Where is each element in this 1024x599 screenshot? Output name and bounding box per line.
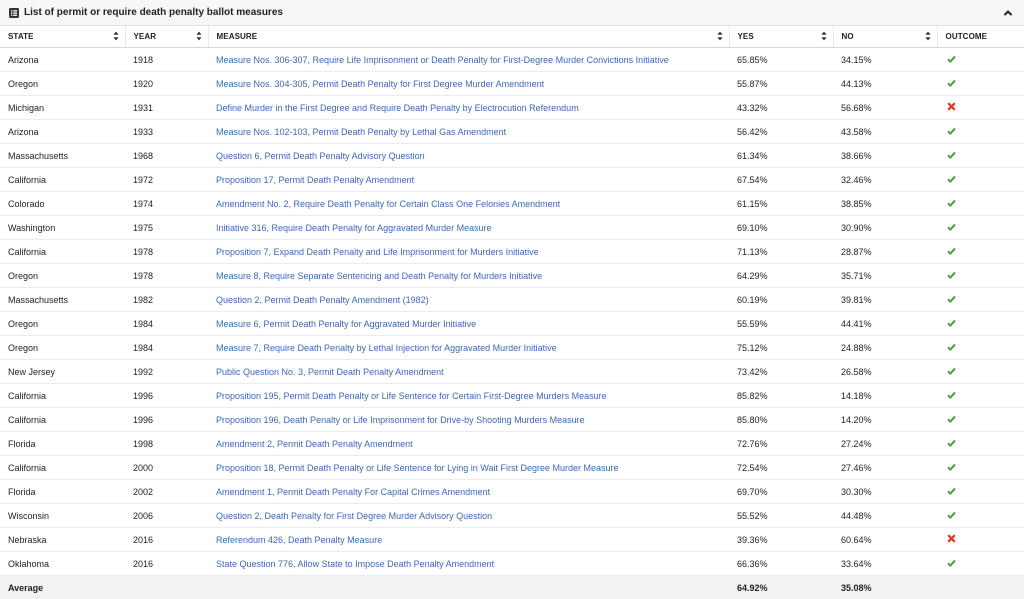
- cell-outcome: [937, 264, 1024, 288]
- cell-measure: [208, 480, 729, 504]
- cell-state: Michigan: [0, 96, 125, 120]
- cell-measure: [208, 288, 729, 312]
- column-header-state[interactable]: [0, 26, 125, 48]
- cell-no: 14.20%: [833, 408, 937, 432]
- cell-outcome: [937, 144, 1024, 168]
- cell-no: 27.46%: [833, 456, 937, 480]
- cell-no: 44.13%: [833, 72, 937, 96]
- cell-measure: [208, 264, 729, 288]
- cell-measure: [208, 384, 729, 408]
- cell-no: 38.85%: [833, 192, 937, 216]
- cell-outcome: [937, 432, 1024, 456]
- cell-no: 35.71%: [833, 264, 937, 288]
- column-header-label: STATE: [8, 32, 34, 41]
- column-header-yes[interactable]: [729, 26, 833, 48]
- cell-yes: 69.70%: [729, 480, 833, 504]
- cell-state: Oregon: [0, 264, 125, 288]
- checkmark-icon: [947, 511, 956, 521]
- cell-yes: 72.76%: [729, 432, 833, 456]
- measure-link[interactable]: Proposition 195, Permit Death Penalty or Life Sentence for Certain First-Degree Murders Measure: [216, 391, 607, 401]
- cell-outcome: [937, 336, 1024, 360]
- cell-year: 2016: [125, 528, 208, 552]
- table-row: [0, 552, 1024, 576]
- sort-icon[interactable]: [113, 31, 119, 41]
- cell-yes: 61.15%: [729, 192, 833, 216]
- cell-year: 1996: [125, 384, 208, 408]
- cell-measure: [208, 240, 729, 264]
- sort-icon[interactable]: [196, 31, 202, 41]
- measure-link[interactable]: Question 2, Death Penalty for First Degree Murder Advisory Question: [216, 511, 492, 521]
- cell-no: 39.81%: [833, 288, 937, 312]
- table-row: [0, 480, 1024, 504]
- measure-link[interactable]: Proposition 196, Death Penalty or Life Imprisonment for Drive-by Shooting Murders Measure: [216, 415, 585, 425]
- cell-measure: [208, 456, 729, 480]
- cell-state: California: [0, 456, 125, 480]
- column-header-year[interactable]: [125, 26, 208, 48]
- cell-measure: [208, 192, 729, 216]
- cell-year: 1975: [125, 216, 208, 240]
- sort-icon[interactable]: [717, 31, 723, 41]
- cell-yes: 55.52%: [729, 504, 833, 528]
- cell-measure: [208, 168, 729, 192]
- cell-measure: [208, 336, 729, 360]
- cell-yes: 66.36%: [729, 552, 833, 576]
- cell-state: Massachusetts: [0, 144, 125, 168]
- cell-yes: 55.87%: [729, 72, 833, 96]
- cell-outcome: [937, 456, 1024, 480]
- cell-measure: [208, 504, 729, 528]
- cell-state: California: [0, 408, 125, 432]
- cell-state: California: [0, 384, 125, 408]
- average-no: 35.08%: [833, 576, 937, 599]
- measure-link[interactable]: Measure Nos. 304-305, Permit Death Penalty for First Degree Murder Amendment: [216, 79, 544, 89]
- checkmark-icon: [947, 295, 956, 305]
- cell-no: 43.58%: [833, 120, 937, 144]
- checkmark-icon: [947, 559, 956, 569]
- table-row: [0, 264, 1024, 288]
- cell-outcome: [937, 96, 1024, 120]
- table-row: [0, 336, 1024, 360]
- cell-measure: [208, 96, 729, 120]
- table-row: [0, 192, 1024, 216]
- cell-year: 2000: [125, 456, 208, 480]
- cell-no: 34.15%: [833, 48, 937, 72]
- cell-state: Oklahoma: [0, 552, 125, 576]
- measure-link[interactable]: Measure Nos. 306-307, Require Life Imprisonment or Death Penalty for First-Degree Murder Convictions Initiative: [216, 55, 669, 65]
- cell-year: 1978: [125, 240, 208, 264]
- table-row: [0, 312, 1024, 336]
- cell-yes: 61.34%: [729, 144, 833, 168]
- cell-yes: 85.80%: [729, 408, 833, 432]
- cell-state: New Jersey: [0, 360, 125, 384]
- cell-measure: [208, 408, 729, 432]
- cell-yes: 65.85%: [729, 48, 833, 72]
- cell-outcome: [937, 240, 1024, 264]
- cell-year: 2006: [125, 504, 208, 528]
- cell-state: Washington: [0, 216, 125, 240]
- cell-outcome: [937, 192, 1024, 216]
- cell-year: 1998: [125, 432, 208, 456]
- column-header-label: MEASURE: [217, 32, 258, 41]
- cell-outcome: [937, 288, 1024, 312]
- measure-link[interactable]: Define Murder in the First Degree and Require Death Penalty by Electrocution Referendum: [216, 103, 579, 113]
- cell-state: Massachusetts: [0, 288, 125, 312]
- checkmark-icon: [947, 319, 956, 329]
- measure-link[interactable]: Public Question No. 3, Permit Death Penalty Amendment: [216, 367, 444, 377]
- cell-state: Oregon: [0, 72, 125, 96]
- cell-year: 1968: [125, 144, 208, 168]
- cell-outcome: [937, 480, 1024, 504]
- ballot-measures-table: [0, 26, 1024, 599]
- cell-no: 44.41%: [833, 312, 937, 336]
- column-header-measure[interactable]: [208, 26, 729, 48]
- table-row: [0, 360, 1024, 384]
- cell-measure: [208, 72, 729, 96]
- cell-no: 60.64%: [833, 528, 937, 552]
- table-header-row: [0, 26, 1024, 48]
- cell-measure: [208, 360, 729, 384]
- cell-state: Nebraska: [0, 528, 125, 552]
- cell-yes: 39.36%: [729, 528, 833, 552]
- table-row: [0, 432, 1024, 456]
- cell-year: 1931: [125, 96, 208, 120]
- x-mark-icon: [947, 103, 956, 113]
- cell-year: 1933: [125, 120, 208, 144]
- cell-outcome: [937, 168, 1024, 192]
- checkmark-icon: [947, 367, 956, 377]
- measure-link[interactable]: Measure 6, Permit Death Penalty for Aggravated Murder Initiative: [216, 319, 476, 329]
- measure-link[interactable]: Amendment 2, Permit Death Penalty Amendment: [216, 439, 413, 449]
- checkmark-icon: [947, 79, 956, 89]
- checkmark-icon: [947, 151, 956, 161]
- table-row: [0, 504, 1024, 528]
- measure-link[interactable]: Proposition 18, Permit Death Penalty or Life Sentence for Lying in Wait First Degree Murder Measure: [216, 463, 619, 473]
- table-row: [0, 72, 1024, 96]
- cell-year: 1918: [125, 48, 208, 72]
- table-row: [0, 408, 1024, 432]
- x-mark-icon: [947, 535, 956, 545]
- table-row: [0, 120, 1024, 144]
- cell-no: 56.68%: [833, 96, 937, 120]
- checkmark-icon: [947, 343, 956, 353]
- column-header-label: YES: [738, 32, 754, 41]
- cell-year: 1972: [125, 168, 208, 192]
- cell-state: Oregon: [0, 336, 125, 360]
- cell-state: Arizona: [0, 120, 125, 144]
- cell-yes: 67.54%: [729, 168, 833, 192]
- checkmark-icon: [947, 439, 956, 449]
- cell-state: Colorado: [0, 192, 125, 216]
- cell-year: 1978: [125, 264, 208, 288]
- cell-yes: 60.19%: [729, 288, 833, 312]
- list-icon: [9, 8, 19, 18]
- cell-no: 33.64%: [833, 552, 937, 576]
- cell-measure: [208, 432, 729, 456]
- average-row: [0, 576, 1024, 599]
- cell-yes: 64.29%: [729, 264, 833, 288]
- average-label: Average: [0, 576, 125, 599]
- cell-outcome: [937, 528, 1024, 552]
- cell-no: 38.66%: [833, 144, 937, 168]
- sort-icon[interactable]: [925, 31, 931, 41]
- checkmark-icon: [947, 487, 956, 497]
- cell-outcome: [937, 216, 1024, 240]
- checkmark-icon: [947, 55, 956, 65]
- measure-link[interactable]: Measure Nos. 102-103, Permit Death Penalty by Lethal Gas Amendment: [216, 127, 506, 137]
- sort-icon[interactable]: [821, 31, 827, 41]
- cell-outcome: [937, 384, 1024, 408]
- cell-no: 24.88%: [833, 336, 937, 360]
- column-header-no[interactable]: [833, 26, 937, 48]
- cell-yes: 71.13%: [729, 240, 833, 264]
- measure-link[interactable]: Measure 8, Require Separate Sentencing and Death Penalty for Murders Initiative: [216, 271, 542, 281]
- checkmark-icon: [947, 175, 956, 185]
- cell-yes: 55.59%: [729, 312, 833, 336]
- checkmark-icon: [947, 199, 956, 209]
- average-yes: 64.92%: [729, 576, 833, 599]
- cell-no: 14.18%: [833, 384, 937, 408]
- cell-no: 30.30%: [833, 480, 937, 504]
- measure-link[interactable]: Measure 7, Require Death Penalty by Lethal Injection for Aggravated Murder Initiative: [216, 343, 557, 353]
- table-row: [0, 168, 1024, 192]
- measure-link[interactable]: Question 2, Permit Death Penalty Amendment (1982): [216, 295, 429, 305]
- panel-title: List of permit or require death penalty ballot measures: [24, 7, 283, 18]
- measure-link[interactable]: Referendum 426, Death Penalty Measure: [216, 535, 382, 545]
- cell-state: Florida: [0, 480, 125, 504]
- checkmark-icon: [947, 463, 956, 473]
- column-header-outcome[interactable]: [937, 26, 1024, 48]
- checkmark-icon: [947, 415, 956, 425]
- table-row: [0, 144, 1024, 168]
- cell-year: 1992: [125, 360, 208, 384]
- table-body: [0, 48, 1024, 576]
- checkmark-icon: [947, 391, 956, 401]
- measure-link[interactable]: Amendment No. 2, Require Death Penalty for Certain Class One Felonies Amendment: [216, 199, 560, 209]
- cell-year: 1974: [125, 192, 208, 216]
- table-row: [0, 216, 1024, 240]
- measure-link[interactable]: State Question 776, Allow State to Impose Death Penalty Amendment: [216, 559, 494, 569]
- table-row: [0, 96, 1024, 120]
- column-header-label: NO: [842, 32, 854, 41]
- cell-state: California: [0, 168, 125, 192]
- cell-state: California: [0, 240, 125, 264]
- cell-no: 27.24%: [833, 432, 937, 456]
- table-row: [0, 384, 1024, 408]
- cell-no: 44.48%: [833, 504, 937, 528]
- average-outcome: [937, 576, 1024, 599]
- table-row: [0, 456, 1024, 480]
- table-row: [0, 288, 1024, 312]
- cell-outcome: [937, 48, 1024, 72]
- average-measure: [208, 576, 729, 599]
- chevron-up-icon[interactable]: [1001, 6, 1015, 20]
- cell-year: 1982: [125, 288, 208, 312]
- table-row: [0, 240, 1024, 264]
- cell-year: 1984: [125, 336, 208, 360]
- cell-measure: [208, 312, 729, 336]
- checkmark-icon: [947, 223, 956, 233]
- measure-link[interactable]: Proposition 7, Expand Death Penalty and Life Imprisonment for Murders Initiative: [216, 247, 539, 257]
- cell-measure: [208, 528, 729, 552]
- cell-measure: [208, 144, 729, 168]
- column-header-label: OUTCOME: [946, 32, 988, 41]
- measure-link[interactable]: Question 6, Permit Death Penalty Advisory Question: [216, 151, 425, 161]
- cell-year: 1920: [125, 72, 208, 96]
- cell-yes: 73.42%: [729, 360, 833, 384]
- cell-measure: [208, 48, 729, 72]
- panel-header: [0, 0, 1024, 26]
- measure-link[interactable]: Initiative 316, Require Death Penalty for Aggravated Murder Measure: [216, 223, 492, 233]
- measure-link[interactable]: Proposition 17, Permit Death Penalty Amendment: [216, 175, 414, 185]
- table-row: [0, 528, 1024, 552]
- cell-outcome: [937, 312, 1024, 336]
- cell-yes: 72.54%: [729, 456, 833, 480]
- cell-measure: [208, 120, 729, 144]
- cell-year: 1996: [125, 408, 208, 432]
- average-year: [125, 576, 208, 599]
- cell-outcome: [937, 120, 1024, 144]
- cell-year: 2016: [125, 552, 208, 576]
- cell-outcome: [937, 360, 1024, 384]
- cell-year: 1984: [125, 312, 208, 336]
- cell-yes: 56.42%: [729, 120, 833, 144]
- table-row: [0, 48, 1024, 72]
- cell-yes: 85.82%: [729, 384, 833, 408]
- cell-state: Florida: [0, 432, 125, 456]
- cell-measure: [208, 216, 729, 240]
- cell-no: 26.58%: [833, 360, 937, 384]
- checkmark-icon: [947, 127, 956, 137]
- cell-outcome: [937, 504, 1024, 528]
- cell-state: Oregon: [0, 312, 125, 336]
- cell-no: 32.46%: [833, 168, 937, 192]
- checkmark-icon: [947, 271, 956, 281]
- cell-yes: 69.10%: [729, 216, 833, 240]
- cell-outcome: [937, 552, 1024, 576]
- checkmark-icon: [947, 247, 956, 257]
- cell-state: Arizona: [0, 48, 125, 72]
- cell-outcome: [937, 408, 1024, 432]
- cell-outcome: [937, 72, 1024, 96]
- column-header-label: YEAR: [134, 32, 157, 41]
- cell-yes: 75.12%: [729, 336, 833, 360]
- cell-no: 30.90%: [833, 216, 937, 240]
- cell-no: 28.87%: [833, 240, 937, 264]
- cell-state: Wisconsin: [0, 504, 125, 528]
- cell-yes: 43.32%: [729, 96, 833, 120]
- cell-measure: [208, 552, 729, 576]
- measure-link[interactable]: Amendment 1, Permit Death Penalty For Capital Crimes Amendment: [216, 487, 490, 497]
- cell-year: 2002: [125, 480, 208, 504]
